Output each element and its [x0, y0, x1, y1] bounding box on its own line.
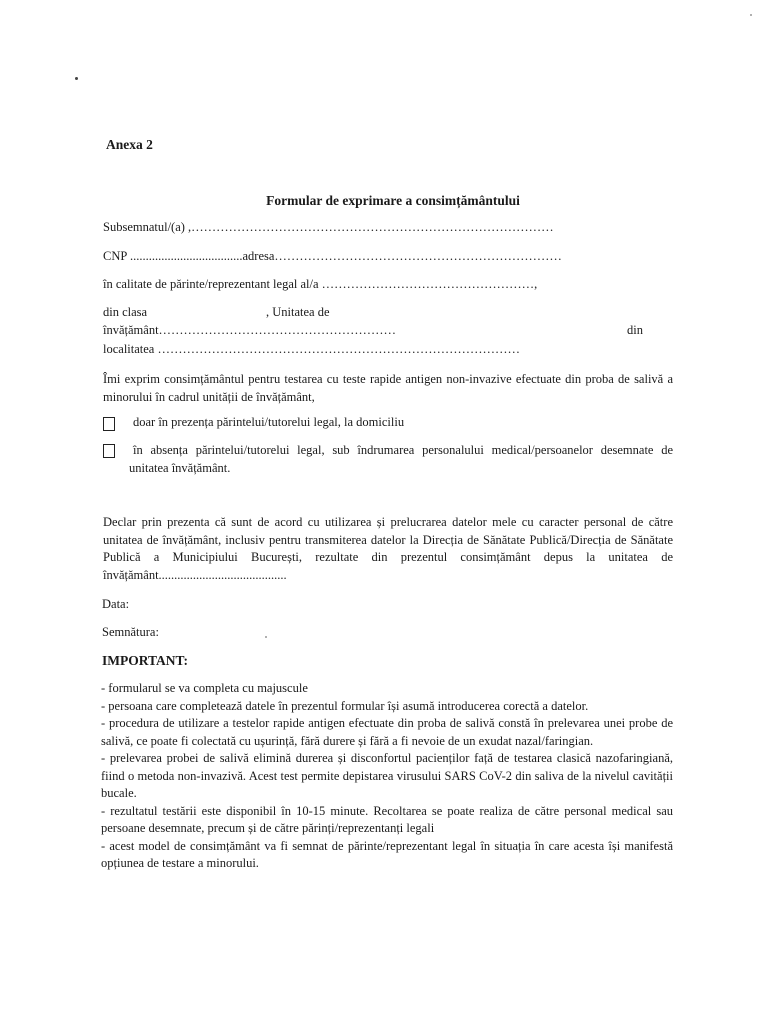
locality-field: localitatea …………………………………………………………………………… [103, 342, 520, 356]
scan-speck [265, 636, 267, 638]
important-heading: IMPORTANT: [102, 653, 189, 668]
list-item: - procedura de utilizare a testelor rapide antigen efectuate din proba de salivă constă în prelevarea unei probe de salivă, ce poate fi colectată cu ușurință, fără durere și fără a fi nevoie de un exudat nazal/faringian. [101, 716, 673, 748]
consent-statement: Îmi exprim consimțământul pentru testarea cu teste rapide antigen non-invazive efectuate din proba de salivă a minorului în cadrul unității de învățământ, [103, 372, 673, 404]
list-item: - rezultatul testării este disponibil în 10-15 minute. Recoltarea se poate realiza de către personal medical sau persoane desemnate, precum și de către părinți/reprezentanți legali [101, 803, 673, 835]
annex-label: Anexa 2 [106, 137, 153, 152]
date-label: Data: [102, 597, 130, 611]
list-item: - prelevarea probei de salivă elimină durerea și disconfortul pacienților față de testarea clasică nazofaringiană, fiind o metoda non-invazivă. Acest test permite depistarea virusului SARS CoV-2 din saliva de la nivelul cavității bucale. [101, 751, 673, 800]
cnp-address-field: CNP ....................................adresa…………………………………………………………… [103, 249, 562, 263]
scan-speck [75, 77, 78, 80]
list-item: - formularul se va completa cu majuscule [101, 681, 308, 695]
scan-speck [750, 14, 752, 16]
list-item: - persoana care completează datele în prezentul formular își asumă introducerea corectă a datelor. [101, 698, 589, 713]
subsemnatul-field: Subsemnatul/(a) ,…………………………………………………………………………… [103, 220, 554, 234]
declaration-paragraph: Declar prin prezenta că sunt de acord cu utilizarea și prelucrarea datelor mele cu caracter personal de către unitatea de învățământ, inclusiv pentru transmiterea datelor la Direcția de Sănătate Publică/Direcția de Sănătate Publică a Municipiului București, rezultate din prezentul consimțământ depus la unitatea de învățământ......................................... [103, 515, 673, 582]
option-school-checkbox[interactable] [103, 444, 115, 458]
important-list [101, 680, 673, 873]
class-label: din clasa [103, 305, 148, 319]
option-school-label: în absența părintelui/tutorelui legal, sub îndrumarea personalului medical/persoanelor desemnate de unitatea învățământ. [129, 443, 673, 475]
school-unit-label: , Unitatea de [266, 305, 330, 319]
option-home-label: doar în prezența părintelui/tutorelui legal, la domiciliu [133, 415, 405, 429]
list-item: - acest model de consimțământ va fi semnat de părinte/reprezentant legal în situația în care acesta își manifestă opțiunea de testare a minorului. [101, 838, 673, 870]
education-field: învățământ………………………………………………… [103, 323, 397, 337]
form-title: Formular de exprimare a consimțământului [266, 193, 520, 208]
din-label: din [627, 323, 643, 337]
option-home-checkbox[interactable] [103, 417, 115, 431]
parent-quality-field: în calitate de părinte/reprezentant legal al/a ……………………………………………, [103, 277, 538, 291]
signature-label: Semnătura: [102, 625, 159, 639]
